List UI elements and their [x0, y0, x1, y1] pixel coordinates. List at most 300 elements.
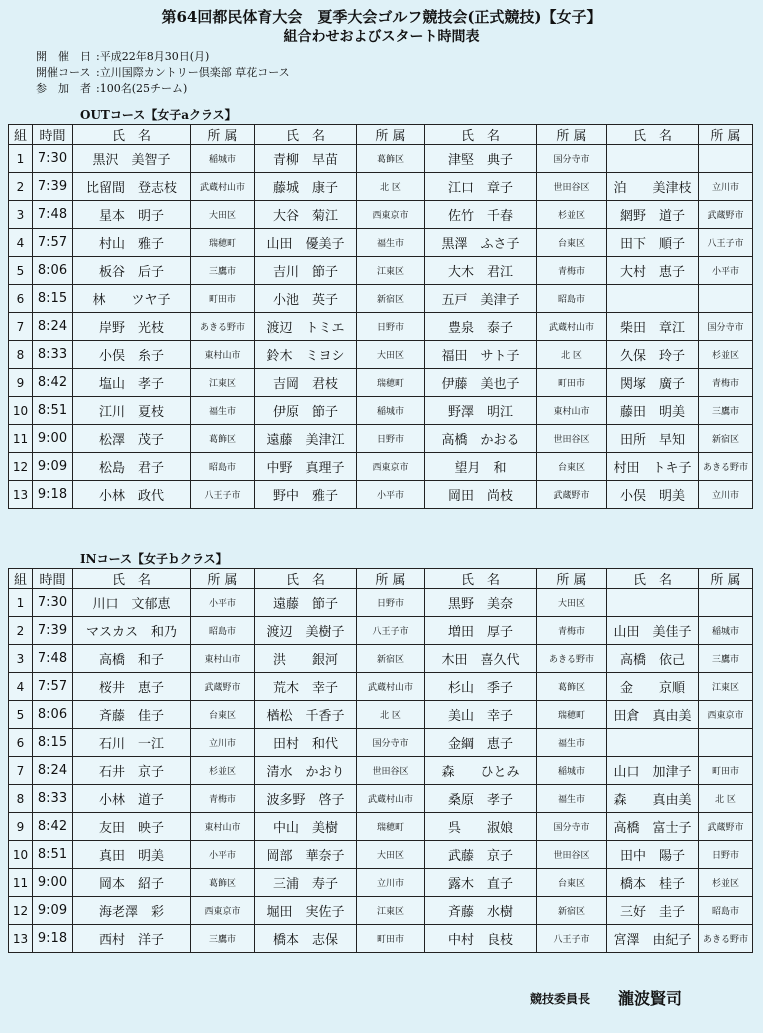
player-name: 波多野 啓子: [255, 785, 357, 813]
player-affiliation: 稲城市: [537, 757, 607, 785]
player-affiliation: 町田市: [357, 925, 425, 953]
player-name: 村山 雅子: [73, 229, 191, 257]
group-number: 11: [9, 425, 33, 453]
player-affiliation: 八王子市: [537, 925, 607, 953]
player-affiliation: 稲城市: [357, 397, 425, 425]
info-label: 開 催 日: [36, 50, 91, 63]
player-name: マスカス 和乃: [73, 617, 191, 645]
table-row: [9, 617, 753, 645]
player-name: 中村 良枝: [425, 925, 537, 953]
group-number: 8: [9, 341, 33, 369]
player-name: 橋本 志保: [255, 925, 357, 953]
player-name: 泊 美津枝: [607, 173, 699, 201]
player-name: 小林 政代: [73, 481, 191, 509]
group-number: 6: [9, 285, 33, 313]
player-name: 橋本 桂子: [607, 869, 699, 897]
group-number: 4: [9, 229, 33, 257]
player-name: 桑原 孝子: [425, 785, 537, 813]
player-affiliation: 北 区: [537, 341, 607, 369]
table-row: [9, 369, 753, 397]
group-number: 11: [9, 869, 33, 897]
player-name: 板谷 后子: [73, 257, 191, 285]
col-header-time: 時間: [33, 569, 73, 589]
player-name: 高橋 富士子: [607, 813, 699, 841]
group-number: 8: [9, 785, 33, 813]
player-name: 佐竹 千春: [425, 201, 537, 229]
player-name: 川口 文郁恵: [73, 589, 191, 617]
player-name: 山口 加津子: [607, 757, 699, 785]
player-affiliation: 北 区: [357, 701, 425, 729]
player-affiliation: 西東京市: [699, 701, 753, 729]
player-affiliation: 町田市: [537, 369, 607, 397]
group-number: 2: [9, 173, 33, 201]
player-affiliation: 西東京市: [357, 453, 425, 481]
player-affiliation: 三鷹市: [699, 645, 753, 673]
player-name: 比留間 登志枝: [73, 173, 191, 201]
player-name: 吉川 節子: [255, 257, 357, 285]
col-header-affiliation: 所 属: [537, 569, 607, 589]
player-name: 友田 映子: [73, 813, 191, 841]
player-affiliation: 西東京市: [357, 201, 425, 229]
player-name: 清水 かおり: [255, 757, 357, 785]
player-affiliation: 武蔵野市: [699, 813, 753, 841]
player-name: 田倉 真由美: [607, 701, 699, 729]
start-time: 7:39: [33, 173, 73, 201]
player-affiliation: 新宿区: [357, 285, 425, 313]
player-affiliation: 台東区: [537, 869, 607, 897]
start-time: 9:18: [33, 481, 73, 509]
player-affiliation: 青梅市: [537, 617, 607, 645]
player-name: 鈴木 ミヨシ: [255, 341, 357, 369]
player-name: 田下 順子: [607, 229, 699, 257]
table-row: [9, 145, 753, 173]
player-affiliation: 国分寺市: [357, 729, 425, 757]
table-row: [9, 201, 753, 229]
start-time: 9:09: [33, 897, 73, 925]
player-affiliation: 世田谷区: [357, 757, 425, 785]
player-affiliation: 立川市: [699, 173, 753, 201]
player-affiliation: 江東区: [357, 257, 425, 285]
player-name: 斉藤 佳子: [73, 701, 191, 729]
table-row: [9, 897, 753, 925]
col-header-name: 氏 名: [73, 569, 191, 589]
player-affiliation: 福生市: [537, 729, 607, 757]
player-name: 岸野 光枝: [73, 313, 191, 341]
start-time: 7:48: [33, 201, 73, 229]
player-name: 小俣 糸子: [73, 341, 191, 369]
player-affiliation: 日野市: [357, 425, 425, 453]
player-name: 関塚 廣子: [607, 369, 699, 397]
player-affiliation: 立川市: [699, 481, 753, 509]
col-header-name: 氏 名: [73, 125, 191, 145]
player-name: 江川 夏枝: [73, 397, 191, 425]
player-affiliation: 大田区: [191, 201, 255, 229]
table-row: [9, 701, 753, 729]
player-affiliation: 小平市: [191, 841, 255, 869]
player-name: 津堅 典子: [425, 145, 537, 173]
start-time: 9:00: [33, 869, 73, 897]
player-name: 星本 明子: [73, 201, 191, 229]
player-name: 真田 明美: [73, 841, 191, 869]
table-row: [9, 173, 753, 201]
player-affiliation: 葛飾区: [357, 145, 425, 173]
info-label: 参 加 者: [36, 82, 91, 95]
group-number: 1: [9, 589, 33, 617]
group-number: 12: [9, 453, 33, 481]
player-name: 望月 和: [425, 453, 537, 481]
player-affiliation: 世田谷区: [537, 425, 607, 453]
player-name: 森 ひとみ: [425, 757, 537, 785]
player-affiliation: 武蔵村山市: [191, 173, 255, 201]
player-name: 大木 君江: [425, 257, 537, 285]
player-affiliation: 西東京市: [191, 897, 255, 925]
table-row: [9, 757, 753, 785]
player-name: 林 ツヤ子: [73, 285, 191, 313]
player-affiliation: あきる野市: [191, 313, 255, 341]
player-name: 藤城 康子: [255, 173, 357, 201]
player-name: 久保 玲子: [607, 341, 699, 369]
player-name: 藤田 明美: [607, 397, 699, 425]
player-affiliation: 日野市: [357, 589, 425, 617]
table-row: [9, 453, 753, 481]
document-subtitle: 組合わせおよびスタート時間表: [283, 29, 480, 45]
group-number: 7: [9, 757, 33, 785]
player-name: 五戸 美津子: [425, 285, 537, 313]
player-affiliation: 日野市: [699, 841, 753, 869]
player-name: 江口 章子: [425, 173, 537, 201]
player-name: 荒木 幸子: [255, 673, 357, 701]
info-participants: [36, 80, 187, 96]
group-number: 7: [9, 313, 33, 341]
player-affiliation: 新宿区: [699, 425, 753, 453]
col-header-affiliation: 所 属: [357, 569, 425, 589]
player-affiliation: 東村山市: [537, 397, 607, 425]
player-name: 岡部 華奈子: [255, 841, 357, 869]
player-name: 小俣 明美: [607, 481, 699, 509]
out-course-label: OUTコース【女子aクラス】: [80, 108, 237, 122]
player-name: 桜井 恵子: [73, 673, 191, 701]
start-time: 8:42: [33, 813, 73, 841]
player-affiliation: 台東区: [191, 701, 255, 729]
player-name: 楢松 千香子: [255, 701, 357, 729]
player-name: 杉山 季子: [425, 673, 537, 701]
player-affiliation: 瑞穂町: [537, 701, 607, 729]
player-affiliation: 新宿区: [357, 645, 425, 673]
player-affiliation: あきる野市: [699, 453, 753, 481]
start-time: 8:24: [33, 757, 73, 785]
start-time: 7:57: [33, 229, 73, 257]
player-affiliation: 稲城市: [699, 617, 753, 645]
player-name: 田中 陽子: [607, 841, 699, 869]
table-row: [9, 257, 753, 285]
info-course: [36, 64, 290, 80]
player-affiliation: 杉並区: [699, 869, 753, 897]
col-header-group: 組: [9, 569, 33, 589]
player-affiliation: 青梅市: [191, 785, 255, 813]
player-affiliation: 葛飾区: [191, 425, 255, 453]
in-course-table: [8, 568, 753, 953]
player-affiliation: 新宿区: [537, 897, 607, 925]
start-time: 8:42: [33, 369, 73, 397]
player-name: 松澤 茂子: [73, 425, 191, 453]
player-name: 村田 トキ子: [607, 453, 699, 481]
table-row: [9, 813, 753, 841]
player-name: 高橋 和子: [73, 645, 191, 673]
player-name: 青柳 早苗: [255, 145, 357, 173]
table-row: [9, 313, 753, 341]
player-affiliation: 町田市: [191, 285, 255, 313]
group-number: 3: [9, 201, 33, 229]
player-affiliation: 台東区: [537, 229, 607, 257]
player-affiliation: 三鷹市: [191, 257, 255, 285]
player-name: 遠藤 節子: [255, 589, 357, 617]
start-time: 8:33: [33, 341, 73, 369]
player-name: 松島 君子: [73, 453, 191, 481]
player-name: 黒沢 美智子: [73, 145, 191, 173]
player-affiliation: 台東区: [537, 453, 607, 481]
table-row: [9, 841, 753, 869]
info-value: :立川国際カントリー倶楽部 草花コース: [96, 66, 290, 79]
player-name: 木田 喜久代: [425, 645, 537, 673]
player-affiliation: 昭島市: [191, 453, 255, 481]
start-time: 7:30: [33, 589, 73, 617]
player-affiliation: 江東区: [357, 897, 425, 925]
player-affiliation: 武蔵村山市: [537, 313, 607, 341]
player-affiliation: 昭島市: [537, 285, 607, 313]
player-name: 海老澤 彩: [73, 897, 191, 925]
col-header-name: 氏 名: [607, 569, 699, 589]
start-time: 7:57: [33, 673, 73, 701]
table-row: [9, 785, 753, 813]
col-header-time: 時間: [33, 125, 73, 145]
player-affiliation: 稲城市: [191, 145, 255, 173]
player-affiliation: 福生市: [357, 229, 425, 257]
in-course-label: INコース【女子ｂクラス】: [80, 552, 228, 566]
player-affiliation: 武蔵野市: [191, 673, 255, 701]
player-name: 石井 京子: [73, 757, 191, 785]
table-row: [9, 481, 753, 509]
player-name: 金 京順: [607, 673, 699, 701]
start-time: 8:24: [33, 313, 73, 341]
player-affiliation: 江東区: [191, 369, 255, 397]
group-number: 9: [9, 369, 33, 397]
document-title: 第64回都民体育大会 夏季大会ゴルフ競技会(正式競技)【女子】: [161, 8, 602, 26]
player-name: 福田 サト子: [425, 341, 537, 369]
group-number: 6: [9, 729, 33, 757]
player-affiliation: 葛飾区: [537, 673, 607, 701]
col-header-name: 氏 名: [425, 569, 537, 589]
player-affiliation: 三鷹市: [191, 925, 255, 953]
player-affiliation: 八王子市: [699, 229, 753, 257]
player-affiliation: 北 区: [357, 173, 425, 201]
player-affiliation: 東村山市: [191, 813, 255, 841]
start-time: 9:09: [33, 453, 73, 481]
col-header-affiliation: 所 属: [357, 125, 425, 145]
player-name: 豊泉 泰子: [425, 313, 537, 341]
info-date: [36, 48, 209, 64]
player-name: 山田 美佳子: [607, 617, 699, 645]
player-name: 小林 道子: [73, 785, 191, 813]
player-affiliation: 世田谷区: [537, 841, 607, 869]
player-affiliation: 国分寺市: [699, 313, 753, 341]
player-affiliation: 小平市: [357, 481, 425, 509]
player-name: 宮澤 由紀子: [607, 925, 699, 953]
table-row: [9, 589, 753, 617]
player-name: 渡辺 トミエ: [255, 313, 357, 341]
player-name: 増田 厚子: [425, 617, 537, 645]
start-time: 9:18: [33, 925, 73, 953]
player-affiliation: 立川市: [191, 729, 255, 757]
player-affiliation: 杉並区: [699, 341, 753, 369]
group-number: 5: [9, 257, 33, 285]
start-time: 8:15: [33, 729, 73, 757]
player-name: 網野 道子: [607, 201, 699, 229]
player-name: 遠藤 美津江: [255, 425, 357, 453]
info-value: :100名(25チーム): [96, 82, 188, 95]
player-name: 黒野 美奈: [425, 589, 537, 617]
start-time: 8:33: [33, 785, 73, 813]
table-row: [9, 673, 753, 701]
player-affiliation: 大田区: [357, 341, 425, 369]
player-name: 武藤 京子: [425, 841, 537, 869]
player-affiliation: あきる野市: [537, 645, 607, 673]
start-time: 8:51: [33, 841, 73, 869]
player-affiliation: 江東区: [699, 673, 753, 701]
out-course-table: [8, 124, 753, 509]
player-name: 森 真由美: [607, 785, 699, 813]
col-header-affiliation: 所 属: [191, 569, 255, 589]
table-row: [9, 229, 753, 257]
committee-chair-label: 競技委員長: [530, 992, 591, 1006]
player-name: 石川 一江: [73, 729, 191, 757]
group-number: 10: [9, 397, 33, 425]
player-affiliation: 世田谷区: [537, 173, 607, 201]
group-number: 1: [9, 145, 33, 173]
col-header-affiliation: 所 属: [699, 125, 753, 145]
group-number: 9: [9, 813, 33, 841]
player-affiliation: 八王子市: [191, 481, 255, 509]
start-time: 7:39: [33, 617, 73, 645]
header-row: [9, 125, 753, 145]
start-time: 8:51: [33, 397, 73, 425]
player-affiliation: 瑞穂町: [191, 229, 255, 257]
player-affiliation: [699, 729, 753, 757]
player-affiliation: 国分寺市: [537, 813, 607, 841]
player-affiliation: 青梅市: [699, 369, 753, 397]
player-affiliation: 福生市: [191, 397, 255, 425]
player-name: 中野 真理子: [255, 453, 357, 481]
player-name: 露木 直子: [425, 869, 537, 897]
player-affiliation: 昭島市: [699, 897, 753, 925]
player-name: 大村 恵子: [607, 257, 699, 285]
start-time: 7:48: [33, 645, 73, 673]
player-affiliation: 青梅市: [537, 257, 607, 285]
player-name: [607, 145, 699, 173]
start-time: 8:15: [33, 285, 73, 313]
player-name: [607, 589, 699, 617]
player-name: 山田 優美子: [255, 229, 357, 257]
player-affiliation: 町田市: [699, 757, 753, 785]
group-number: 13: [9, 481, 33, 509]
player-name: 岡田 尚枝: [425, 481, 537, 509]
player-affiliation: 八王子市: [357, 617, 425, 645]
player-name: 吉岡 君枝: [255, 369, 357, 397]
player-name: 三好 圭子: [607, 897, 699, 925]
player-affiliation: [699, 145, 753, 173]
player-affiliation: 立川市: [357, 869, 425, 897]
player-name: 田村 和代: [255, 729, 357, 757]
start-time: 8:06: [33, 701, 73, 729]
player-affiliation: 武蔵野市: [699, 201, 753, 229]
header-row: [9, 569, 753, 589]
player-name: [607, 729, 699, 757]
player-affiliation: 国分寺市: [537, 145, 607, 173]
player-name: 伊原 節子: [255, 397, 357, 425]
start-time: 8:06: [33, 257, 73, 285]
player-name: 大谷 菊江: [255, 201, 357, 229]
table-row: [9, 869, 753, 897]
group-number: 3: [9, 645, 33, 673]
table-row: [9, 341, 753, 369]
player-affiliation: あきる野市: [699, 925, 753, 953]
table-row: [9, 645, 753, 673]
committee-chair-name: 瀧波賢司: [618, 989, 683, 1008]
player-name: 野澤 明江: [425, 397, 537, 425]
player-name: 黒澤 ふさ子: [425, 229, 537, 257]
player-name: 高橋 かおる: [425, 425, 537, 453]
col-header-group: 組: [9, 125, 33, 145]
player-name: 堀田 実佐子: [255, 897, 357, 925]
player-name: 渡辺 美樹子: [255, 617, 357, 645]
player-affiliation: 三鷹市: [699, 397, 753, 425]
player-name: 呉 淑娘: [425, 813, 537, 841]
table-row: [9, 925, 753, 953]
player-name: 西村 洋子: [73, 925, 191, 953]
player-affiliation: 武蔵野市: [537, 481, 607, 509]
player-affiliation: 大田区: [537, 589, 607, 617]
player-affiliation: 瑞穂町: [357, 369, 425, 397]
start-time: 9:00: [33, 425, 73, 453]
player-affiliation: [699, 589, 753, 617]
player-name: 小池 英子: [255, 285, 357, 313]
player-name: 三浦 寿子: [255, 869, 357, 897]
group-number: 12: [9, 897, 33, 925]
group-number: 4: [9, 673, 33, 701]
player-affiliation: 葛飾区: [191, 869, 255, 897]
group-number: 13: [9, 925, 33, 953]
player-affiliation: 瑞穂町: [357, 813, 425, 841]
player-affiliation: 北 区: [699, 785, 753, 813]
col-header-name: 氏 名: [255, 125, 357, 145]
player-name: 柴田 章江: [607, 313, 699, 341]
player-affiliation: 昭島市: [191, 617, 255, 645]
table-row: [9, 285, 753, 313]
player-affiliation: 東村山市: [191, 645, 255, 673]
player-name: 金綱 恵子: [425, 729, 537, 757]
player-affiliation: 東村山市: [191, 341, 255, 369]
player-name: 伊藤 美也子: [425, 369, 537, 397]
player-affiliation: 杉並区: [537, 201, 607, 229]
player-affiliation: 杉並区: [191, 757, 255, 785]
player-affiliation: 小平市: [191, 589, 255, 617]
col-header-affiliation: 所 属: [191, 125, 255, 145]
player-affiliation: 日野市: [357, 313, 425, 341]
col-header-affiliation: 所 属: [537, 125, 607, 145]
table-row: [9, 729, 753, 757]
table-row: [9, 397, 753, 425]
player-name: 岡本 紹子: [73, 869, 191, 897]
player-affiliation: 小平市: [699, 257, 753, 285]
